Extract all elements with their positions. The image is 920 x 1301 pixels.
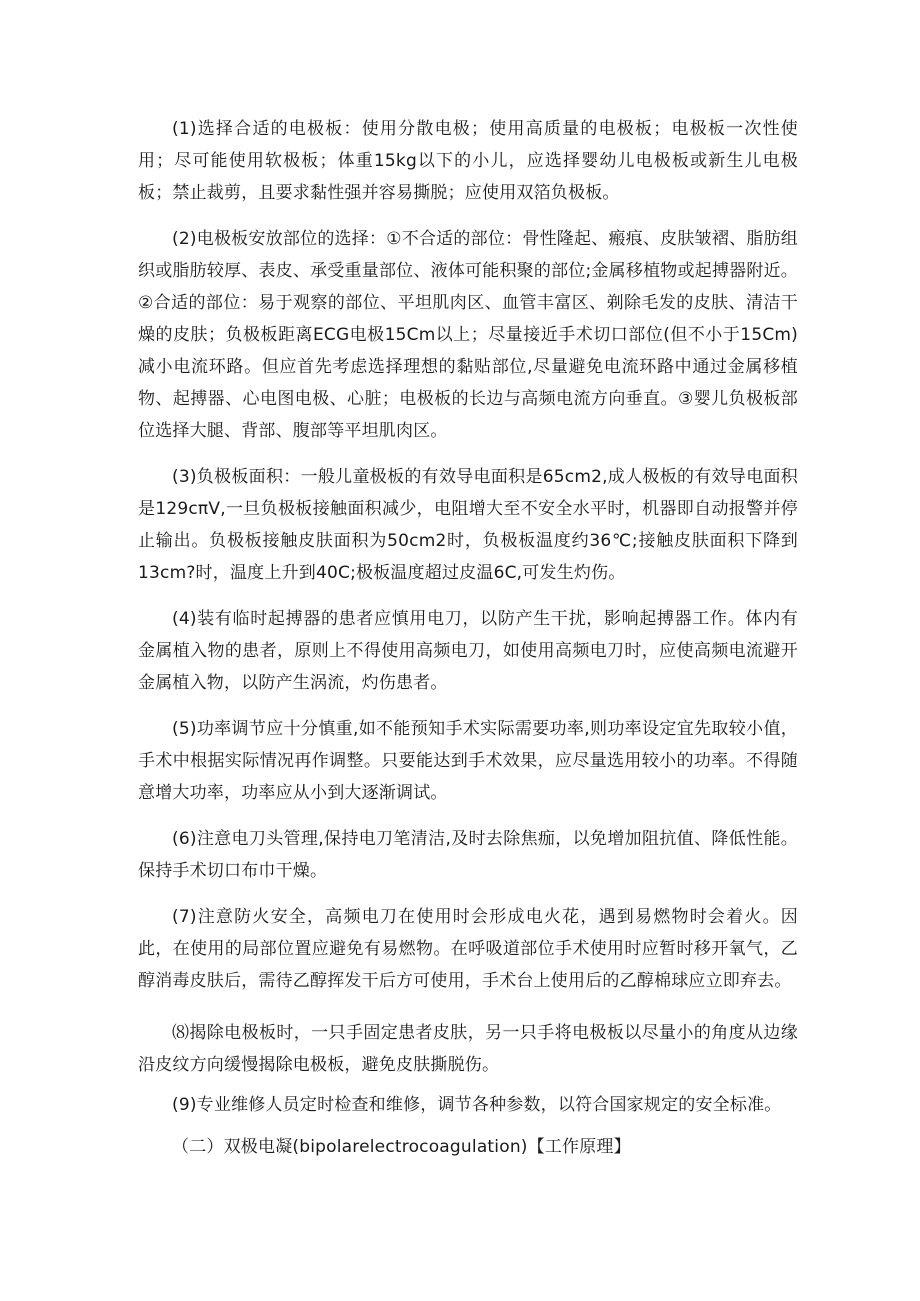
paragraph-8-electrode-removal: ⑻揭除电极板时，一只手固定患者皮肤，另一只手将电极板以尽量小的角度从边缘沿皮纹方向缓慢揭除电极板，避免皮肤撕脱伤。: [138, 1023, 798, 1075]
paragraph-3-electrode-area: (3)负极板面积：一般儿童极板的有效导电面积是65cm2,成人极板的有效导电面积是129cπV,一旦负极板接触面积减少，电阻增大至不安全水平时，机器即自动报警并停止输出。负极板接触皮肤面积为50cm2时，负极板温度约36℃;接触皮肤面积下降到13cm?时，温度上升到40C;极板温度超过皮温6C,可发生灼伤。: [138, 467, 798, 583]
document-body: [138, 113, 798, 1163]
paragraph-6-tip-management: (6)注意电刀头管理,保持电刀笔清洁,及时去除焦痂，以免增加阻抗值、降低性能。保持手术切口布巾干燥。: [138, 829, 798, 881]
paragraph-7-fire-safety: (7)注意防火安全，高频电刀在使用时会形成电火花，遇到易燃物时会着火。因此，在使用的局部位置应避免有易燃物。在呼吸道部位手术使用时应暂时移开氧气，乙醇消毒皮肤后，需待乙醇挥发干后方可使用，手术台上使用后的乙醇棉球应立即弃去。: [138, 907, 798, 991]
paragraph-5-power-adjustment: (5)功率调节应十分慎重,如不能预知手术实际需要功率,则功率设定宜先取较小值，手术中根据实际情况再作调整。只要能达到手术效果，应尽量选用较小的功率。不得随意增大功率，功率应从小到大逐渐调试。: [138, 719, 798, 803]
section-heading-bipolar: （二）双极电凝(bipolarelectrocoagulation)【工作原理】: [172, 1137, 631, 1157]
paragraph-1-electrode-selection: (1)选择合适的电极板：使用分散电极；使用高质量的电极板；电极板一次性使用；尽可能使用软极板；体重15kg以下的小儿，应选择婴幼儿电极板或新生儿电极板；禁止裁剪，且要求黏性强并容易撕脱；应使用双箔负极板。: [138, 119, 798, 203]
paragraph-4-pacemaker-caution: (4)装有临时起搏器的患者应慎用电刀，以防产生干扰，影响起搏器工作。体内有金属植入物的患者，原则上不得使用高频电刀，如使用高频电刀时，应使高频电流避开金属植入物，以防产生涡流，灼伤患者。: [138, 609, 798, 693]
paragraph-9-maintenance: (9)专业维修人员定时检查和维修，调节各种参数，以符合国家规定的安全标准。: [172, 1095, 782, 1115]
paragraph-2-electrode-placement: (2)电极板安放部位的选择：①不合适的部位：骨性隆起、瘢痕、皮肤皱褶、脂肪组织或脂肪较厚、表皮、承受重量部位、液体可能积聚的部位;金属移植物或起搏器附近。②合适的部位：易于观察的部位、平坦肌肉区、血管丰富区、剃除毛发的皮肤、清洁干燥的皮肤；负极板距离ECG电极15Cm以上；尽量接近手术切口部位(但不小于15Cm)减小电流环路。但应首先考虑选择理想的黏贴部位,尽量避免电流环路中通过金属移植物、起搏器、心电图电极、心脏；电极板的长边与高频电流方向垂直。③婴儿负极板部位选择大腿、背部、腹部等平坦肌肉区。: [138, 229, 798, 441]
